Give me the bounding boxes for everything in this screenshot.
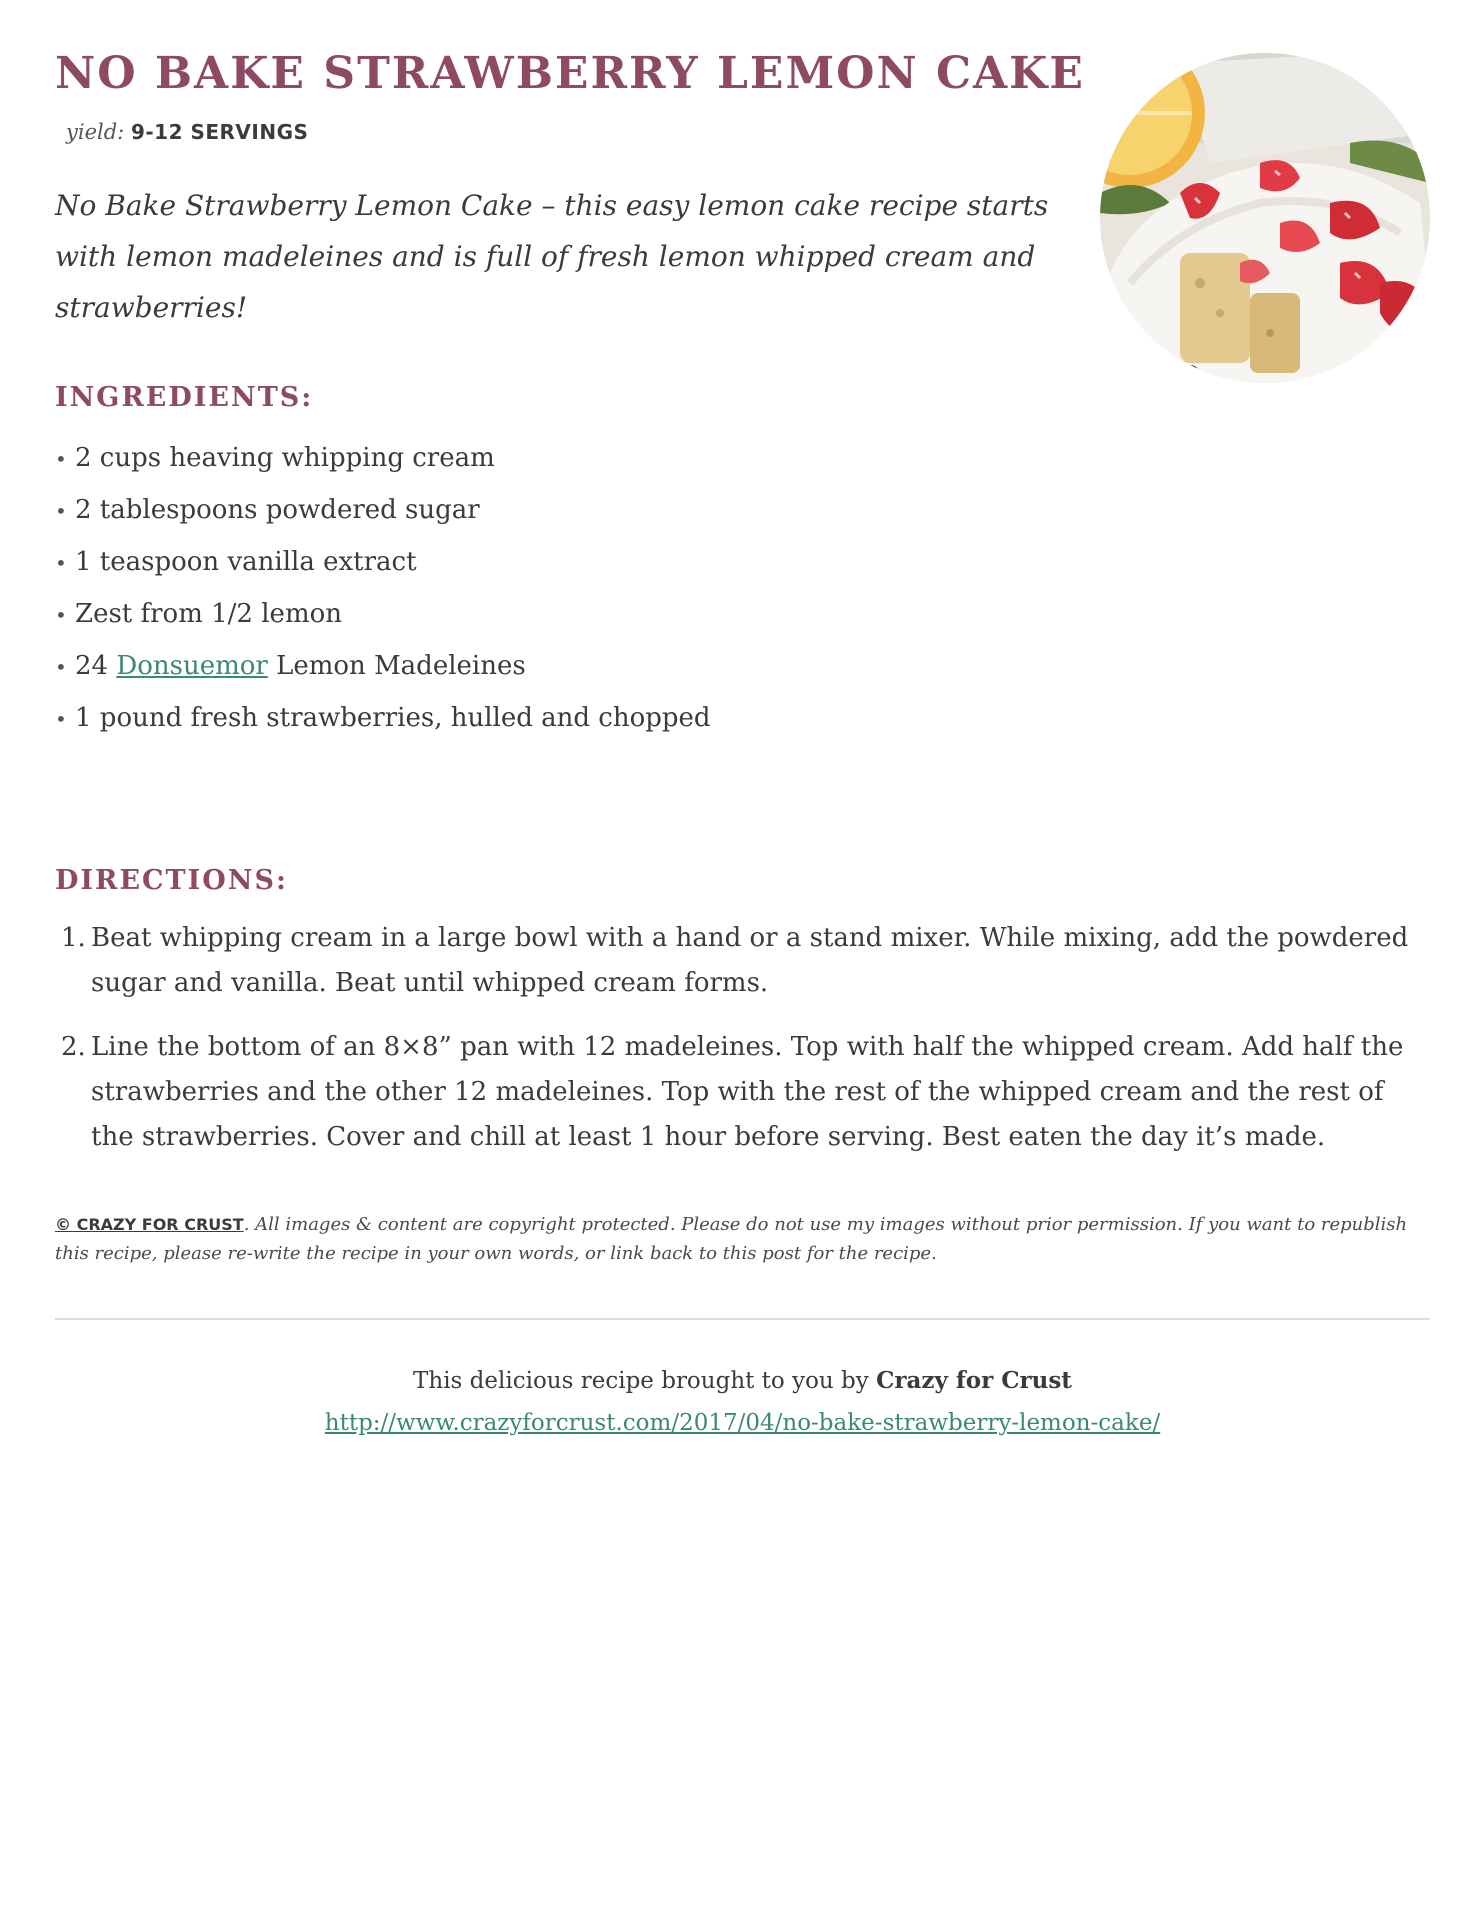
recipe-summary: No Bake Strawberry Lemon Cake – this easy lemon cake recipe starts with lemon madeleines and is full of fresh lemon whipped cream and strawberries! <box>55 189 1049 324</box>
directions-heading: DIRECTIONS: <box>55 865 288 896</box>
ingredient-item: • 24 Donsuemor Lemon Madeleines <box>55 641 711 693</box>
yield-line <box>66 120 308 144</box>
copyright-text: . All images & content are copyright protected. Please do not use my images without prior permission. If you want to republish this recipe, please re-write the recipe in your own words, or link back to this post for the recipe. <box>55 1214 1408 1264</box>
ingredient-item: • Zest from 1/2 lemon <box>55 589 711 641</box>
ingredient-item: • 1 pound fresh strawberries, hulled and chopped <box>55 693 711 745</box>
bullet-icon: • <box>55 707 67 731</box>
recipe-title: NO BAKE STRAWBERRY LEMON CAKE <box>55 48 1085 99</box>
ingredients-list <box>55 433 711 745</box>
step-text: Beat whipping cream in a large bowl with a hand or a stand mixer. While mixing, add the powdered sugar and vanilla. Beat until whipped cream forms. <box>91 923 1409 998</box>
yield-label: yield: <box>66 120 125 144</box>
cake-photo-illustration <box>1100 53 1430 383</box>
credit-line: This delicious recipe brought to you by Crazy for Crust <box>413 1367 1072 1394</box>
credit-brand: Crazy for Crust <box>876 1367 1072 1394</box>
yield-value: 9-12 SERVINGS <box>130 120 309 144</box>
ingredient-item: • 2 cups heaving whipping cream <box>55 433 711 485</box>
ingredients-heading: INGREDIENTS: <box>55 382 314 413</box>
bullet-icon: • <box>55 655 67 679</box>
recipe-url-link[interactable]: http://www.crazyforcrust.com/2017/04/no-bake-strawberry-lemon-cake/ <box>324 1410 1161 1436</box>
copyright-brand-link[interactable]: © CRAZY FOR CRUST <box>55 1215 244 1234</box>
bullet-icon: • <box>55 551 67 575</box>
recipe-photo <box>1100 53 1430 383</box>
step-text: Line the bottom of an 8×8” pan with 12 madeleines. Top with half the whipped cream. Add half the strawberries and the other 12 madeleines. Top with the rest of the whipped cream and the rest of the strawberries. Cover and chill at least 1 hour before serving. Best eaten the day it’s made. <box>91 1032 1404 1152</box>
divider <box>55 1318 1430 1320</box>
bullet-icon: • <box>55 603 67 627</box>
bullet-icon: • <box>55 447 67 471</box>
direction-step <box>55 916 1430 1006</box>
ingredient-item: • 1 teaspoon vanilla extract <box>55 537 711 589</box>
step-number: 2. <box>61 1032 86 1062</box>
donsuemor-link[interactable]: Donsuemor <box>116 651 268 681</box>
recipe-credit <box>55 1360 1430 1444</box>
copyright-notice <box>55 1210 1430 1268</box>
direction-step <box>55 1025 1430 1160</box>
ingredient-item: • 2 tablespoons powdered sugar <box>55 485 711 537</box>
step-number: 1. <box>61 923 86 953</box>
bullet-icon: • <box>55 499 67 523</box>
directions-list <box>55 916 1430 1179</box>
